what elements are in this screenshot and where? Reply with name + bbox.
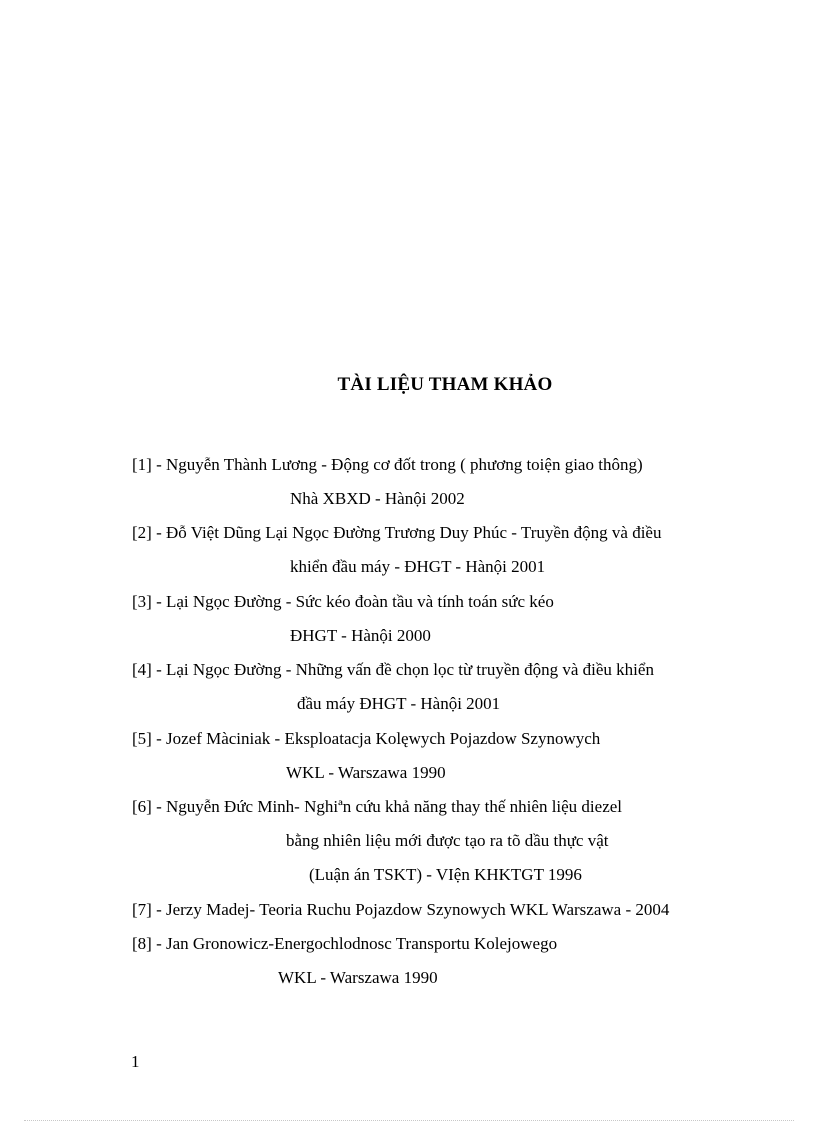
reference-line: [3] - Lại Ngọc Đường - Sức kéo đoàn tầu và tính toán sức kéo xyxy=(132,592,554,611)
reference-line: [6] - Nguyễn Đức Minh- Nghiªn cứu khả năng thay thế nhiên liệu diezel xyxy=(132,797,623,816)
reference-line: khiển đầu máy - ĐHGT - Hànội 2001 xyxy=(290,557,546,576)
reference-line: [1] - Nguyễn Thành Lương - Động cơ đốt trong ( phương toiện giao thông) xyxy=(132,455,643,474)
reference-line: (Luận án TSKT) - VIện KHKTGT 1996 xyxy=(309,865,582,884)
reference-line: Nhà XBXD - Hànội 2002 xyxy=(290,489,465,508)
reference-line: [5] - Jozef Màciniak - Eksploatacja Kolęwych Pojazdow Szynowych xyxy=(132,729,601,748)
reference-line: WKL - Warszawa 1990 xyxy=(278,968,438,987)
reference-line: [2] - Đỗ Việt Dũng Lại Ngọc Đường Trương Duy Phúc - Truyền động và điều xyxy=(132,523,662,542)
reference-line: đầu máy ĐHGT - Hànội 2001 xyxy=(297,694,501,713)
reference-line: bằng nhiên liệu mới được tạo ra tõ dầu thực vật xyxy=(286,831,609,850)
reference-line: [8] - Jan Gronowicz-Energochlodnosc Transportu Kolejowego xyxy=(132,934,558,953)
page-title: TÀI LIỆU THAM KHẢO xyxy=(337,374,553,395)
reference-line: ĐHGT - Hànội 2000 xyxy=(290,626,431,645)
reference-line: [7] - Jerzy Madej- Teoria Ruchu Pojazdow Szynowych WKL Warszawa - 2004 xyxy=(132,900,670,919)
reference-line: WKL - Warszawa 1990 xyxy=(286,763,446,782)
reference-line: [4] - Lại Ngọc Đường - Những vấn đề chọn lọc từ truyền động và điều khiển xyxy=(132,660,654,679)
page-number: 1 xyxy=(131,1052,140,1071)
page-bottom-rule xyxy=(24,1120,794,1121)
